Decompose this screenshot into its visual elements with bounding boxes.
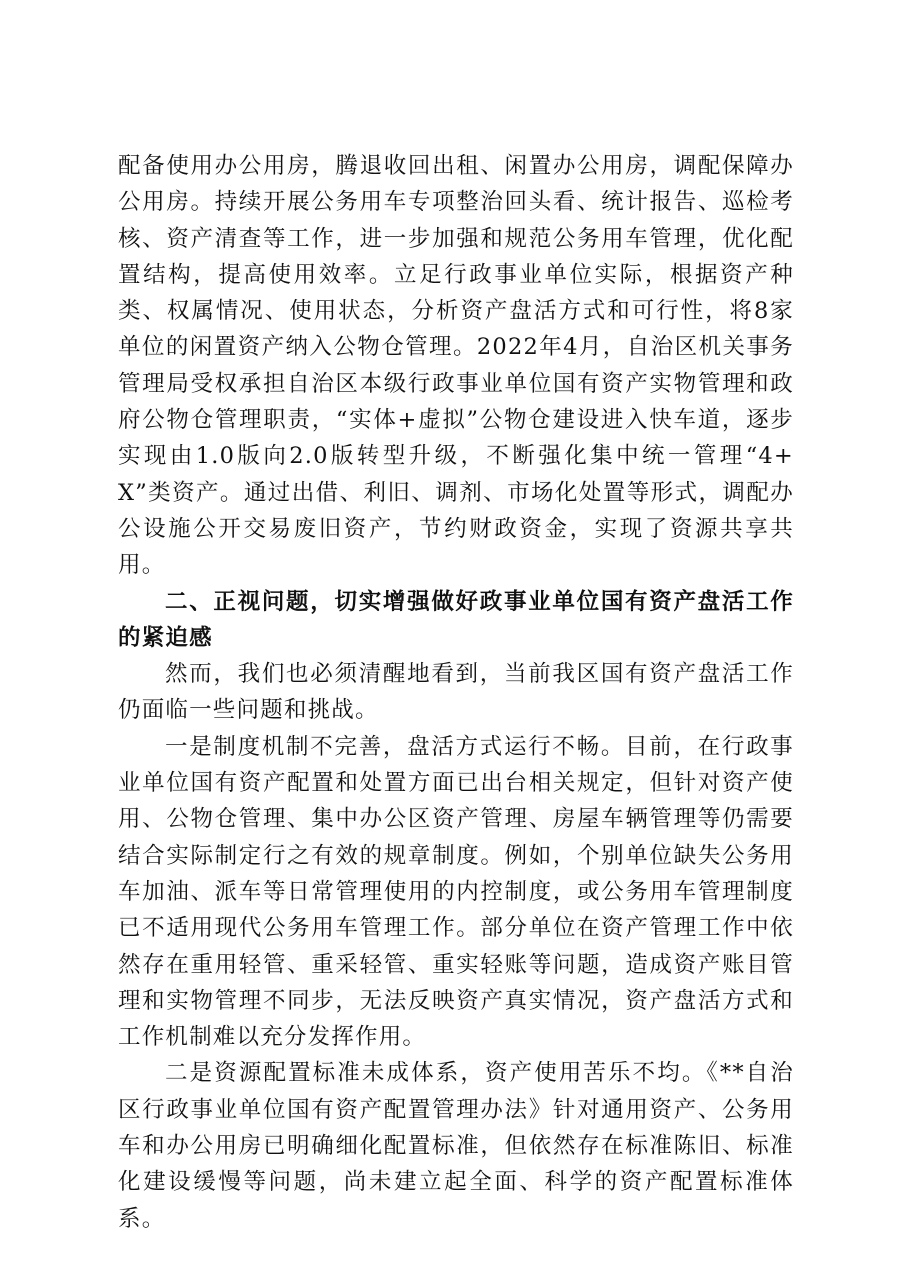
paragraph-asset-revitalization-measures: 配备使用办公用房，腾退收回出租、闲置办公用房，调配保障办公用房。持续开展公务用车专项整治回头看、统计报告、巡检考核、资产清查等工作，进一步加强和规范公务用车管理，优化配置结构，提高使用效率。立足行政事业单位实际，根据资产种类、权属情况、使用状态，分析资产盘活方式和可行性，将8家单位的闲置资产纳入公物仓管理。2022年4月，自治区机关事务管理局受权承担自治区本级行政事业单位国有资产实物管理和政府公物仓管理职责，“实体+虚拟”公物仓建设进入快车道，逐步实现由1.0版向2.0版转型升级，不断强化集中统一管理“4+X”类资产。通过出借、利旧、调剂、市场化处置等形式，调配办公设施公开交易废旧资产，节约财政资金，实现了资源共享共用。 bbox=[118, 153, 794, 579]
paragraph-problem-1-institutions: 一是制度机制不完善，盘活方式运行不畅。目前，在行政事业单位国有资产配置和处置方面已出台相关规定，但针对资产使用、公物仓管理、集中办公区资产管理、房屋车辆管理等仍需要结合实际制定行之有效的规章制度。例如，个别单位缺失公务用车加油、派车等日常管理使用的内控制度，或公务用车管理制度已不适用现代公务用车管理工作。部分单位在资产管理工作中依然存在重用轻管、重采轻管、重实轻账等问题，造成资产账目管理和实物管理不同步，无法反映资产真实情况，资产盘活方式和工作机制难以充分发挥作用。 bbox=[118, 733, 794, 1051]
paragraph-challenges-intro: 然而，我们也必须清醒地看到，当前我区国有资产盘活工作仍面临一些问题和挑战。 bbox=[118, 661, 794, 724]
document-body bbox=[118, 148, 794, 1237]
section-heading-2: 二、正视问题，切实增强做好政事业单位国有资产盘活工作的紧迫感 bbox=[118, 588, 794, 651]
paragraph-problem-2-standards: 二是资源配置标准未成体系，资产使用苦乐不均。《**自治区行政事业单位国有资产配置管理办法》针对通用资产、公务用车和办公用房已明确细化配置标准，但依然存在标准陈旧、标准化建设缓慢等问题，尚未建立起全面、科学的资产配置标准体系。 bbox=[118, 1060, 794, 1232]
